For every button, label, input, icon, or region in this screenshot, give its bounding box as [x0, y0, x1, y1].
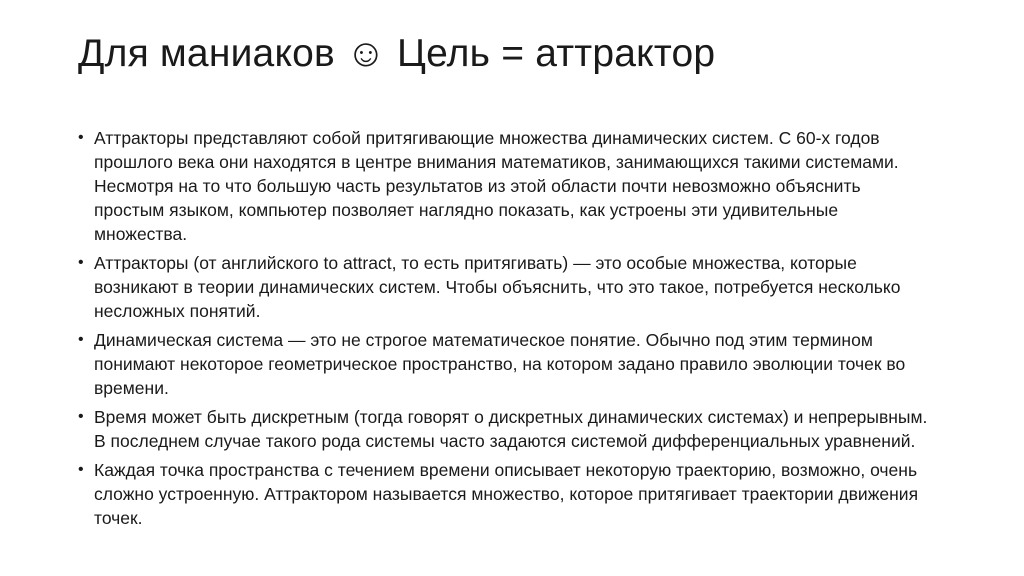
bullet-item: • Динамическая система — это не строгое математическое понятие. Обычно под этим термином понимают некоторое геометрическое пространство, на котором задано правило эволюции точек во времени. — [78, 328, 928, 400]
bullet-item: • Аттракторы представляют собой притягивающие множества динамических систем. С 60-х годов прошлого века они находятся в центре внимания математиков, занимающихся такими системами. Несмотря на то что большую часть результатов из этой области почти невозможно объяснить простым языком, компьютер позволяет наглядно показать, как устроены эти удивительные множества. — [78, 126, 928, 246]
slide-title: Для маниаков ☺ Цель = аттрактор — [78, 32, 716, 75]
bullet-item: • Каждая точка пространства с течением времени описывает некоторую траекторию, возможно, очень сложно устроенную. Аттрактором называется множество, которое притягивает траектории движения точек. — [78, 458, 928, 530]
bullet-item: • Время может быть дискретным (тогда говорят о дискретных динамических системах) и непрерывным. В последнем случае такого рода системы часто задаются системой дифференциальных уравнений. — [78, 405, 928, 453]
bullet-list — [78, 126, 928, 535]
bullet-item: • Аттракторы (от английского to attract, то есть притягивать) — это особые множества, которые возникают в теории динамических систем. Чтобы объяснить, что это такое, потребуется несколько несложных понятий. — [78, 251, 928, 323]
